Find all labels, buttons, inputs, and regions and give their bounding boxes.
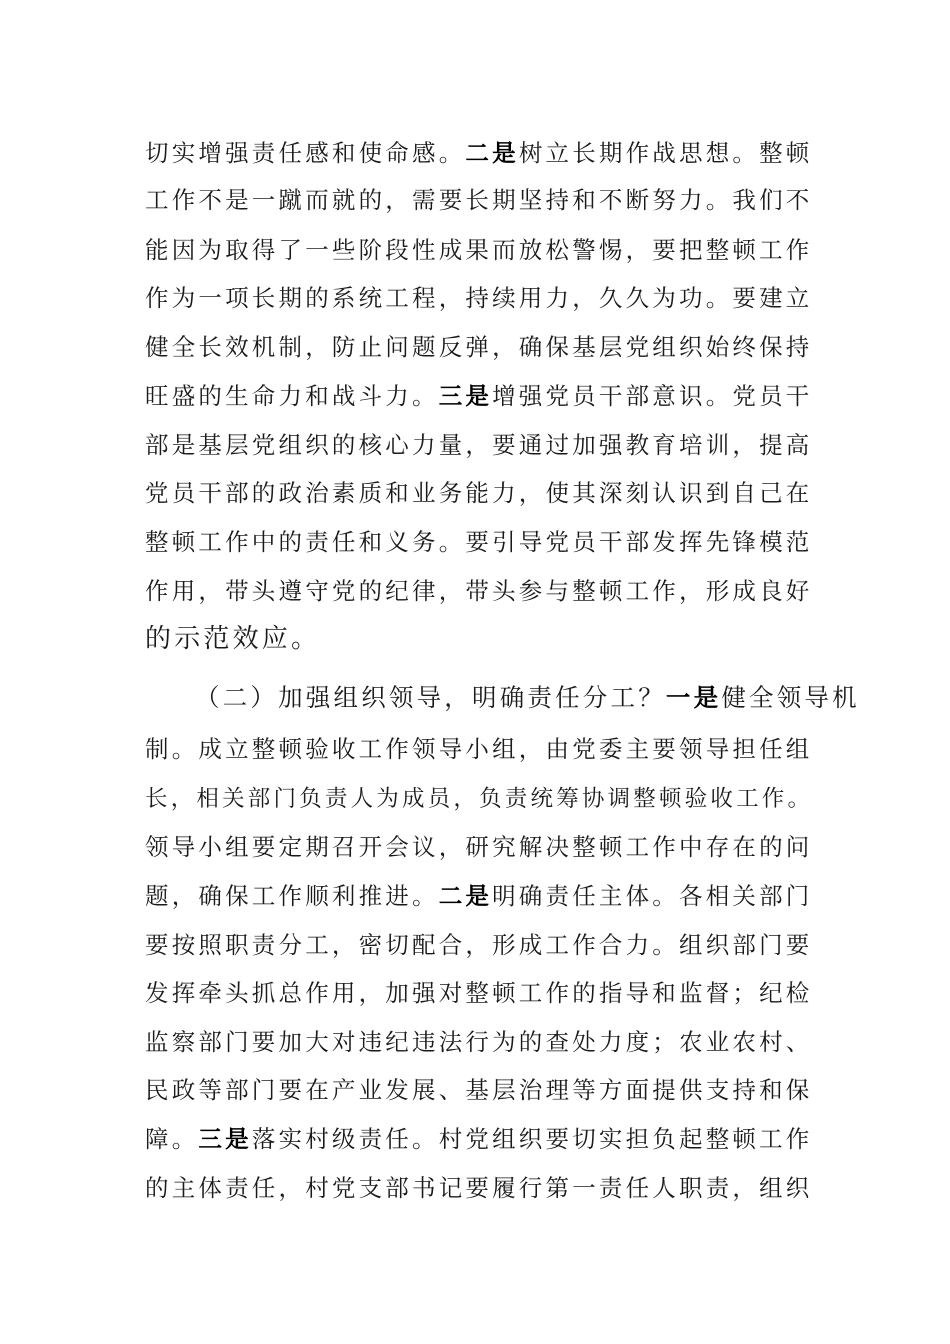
text-run: 民政等部门要在产业发展、基层治理等方面提供支持和保: [145, 1076, 813, 1104]
text-run: 题，确保工作顺利推进。: [145, 882, 439, 910]
text-run: 的示范效应。: [145, 624, 321, 654]
text-run: 工作不是一蹴而就的，需要长期坚持和不断努力。我们不: [145, 186, 813, 214]
text-line: [145, 128, 815, 178]
text-run: 要按照职责分工，密切配合，形成工作合力。组织部门要: [145, 931, 813, 959]
text-line: [145, 724, 815, 774]
bold-enumeration: 三是: [438, 382, 493, 410]
text-line: [145, 920, 815, 970]
text-run: 领导小组要定期召开会议，研究解决整顿工作中存在的问: [145, 833, 813, 861]
text-line: [145, 225, 815, 275]
text-run: 健全长效机制，防止问题反弹，确保基层党组织始终保持: [145, 333, 813, 361]
text-run: 明确责任主体。各相关部门: [492, 882, 813, 910]
text-run: 能因为取得了一些阶段性成果而放松警惕，要把整顿工作: [145, 236, 813, 264]
bold-enumeration: 二是: [438, 882, 493, 910]
text-run: 作用，带头遵守党的纪律，带头参与整顿工作，形成良好: [145, 577, 813, 605]
bold-enumeration: 二是: [465, 139, 519, 167]
text-line: [145, 968, 815, 1018]
bold-enumeration: 三是: [198, 1125, 252, 1153]
section-heading: （二）加强组织领导，明确责任分工？: [195, 683, 666, 712]
text-run: 落实村级责任。村党组织要切实担负起整顿工作: [251, 1125, 813, 1153]
text-line: [145, 1065, 815, 1115]
text-line: [145, 273, 815, 323]
text-line: [195, 673, 865, 723]
text-run: 障。: [145, 1125, 199, 1153]
text-line: [145, 175, 815, 225]
text-run: 作为一项长期的系统工程，持续用力，久久为功。要建立: [145, 284, 813, 312]
text-run: 长，相关部门负责人为成员，负责统筹协调整顿验收工作。: [145, 786, 814, 812]
text-run: 党员干部的政治素质和业务能力，使其深刻认识到自己在: [145, 479, 813, 507]
text-line: [145, 420, 815, 470]
text-run: 的主体责任，村党支部书记要履行第一责任人职责，组织: [145, 1174, 813, 1202]
text-line: [145, 1017, 815, 1067]
text-run: 制。成立整顿验收工作领导小组，由党委主要领导担任组: [145, 735, 813, 763]
text-run: 整顿工作中的责任和义务。要引导党员干部发挥先锋模范: [145, 528, 813, 556]
text-run: 健全领导机: [721, 683, 860, 712]
text-line: [145, 468, 815, 518]
text-run: 树立长期作战思想。整顿: [518, 139, 813, 167]
text-line: [145, 1163, 815, 1213]
text-line: [145, 566, 815, 616]
text-line: [145, 614, 815, 664]
text-line: [145, 371, 815, 421]
text-run: 监察部门要加大对违纪违法行为的查处力度；农业农村、: [145, 1028, 813, 1056]
text-run: 部是基层党组织的核心力量，要通过加强教育培训，提高: [145, 431, 813, 459]
bold-enumeration: 一是: [665, 683, 722, 712]
text-run: 增强党员干部意识。党员干: [492, 382, 813, 410]
text-line: [145, 517, 815, 567]
text-run: 旺盛的生命力和战斗力。: [145, 382, 439, 410]
text-line: [145, 1114, 815, 1164]
text-run: 切实增强责任感和使命感。: [145, 139, 466, 167]
text-run: 发挥牵头抓总作用，加强对整顿工作的指导和监督；纪检: [145, 979, 813, 1007]
text-line: [145, 822, 815, 872]
text-line: [145, 774, 815, 824]
text-line: [145, 871, 815, 921]
text-line: [145, 322, 815, 372]
